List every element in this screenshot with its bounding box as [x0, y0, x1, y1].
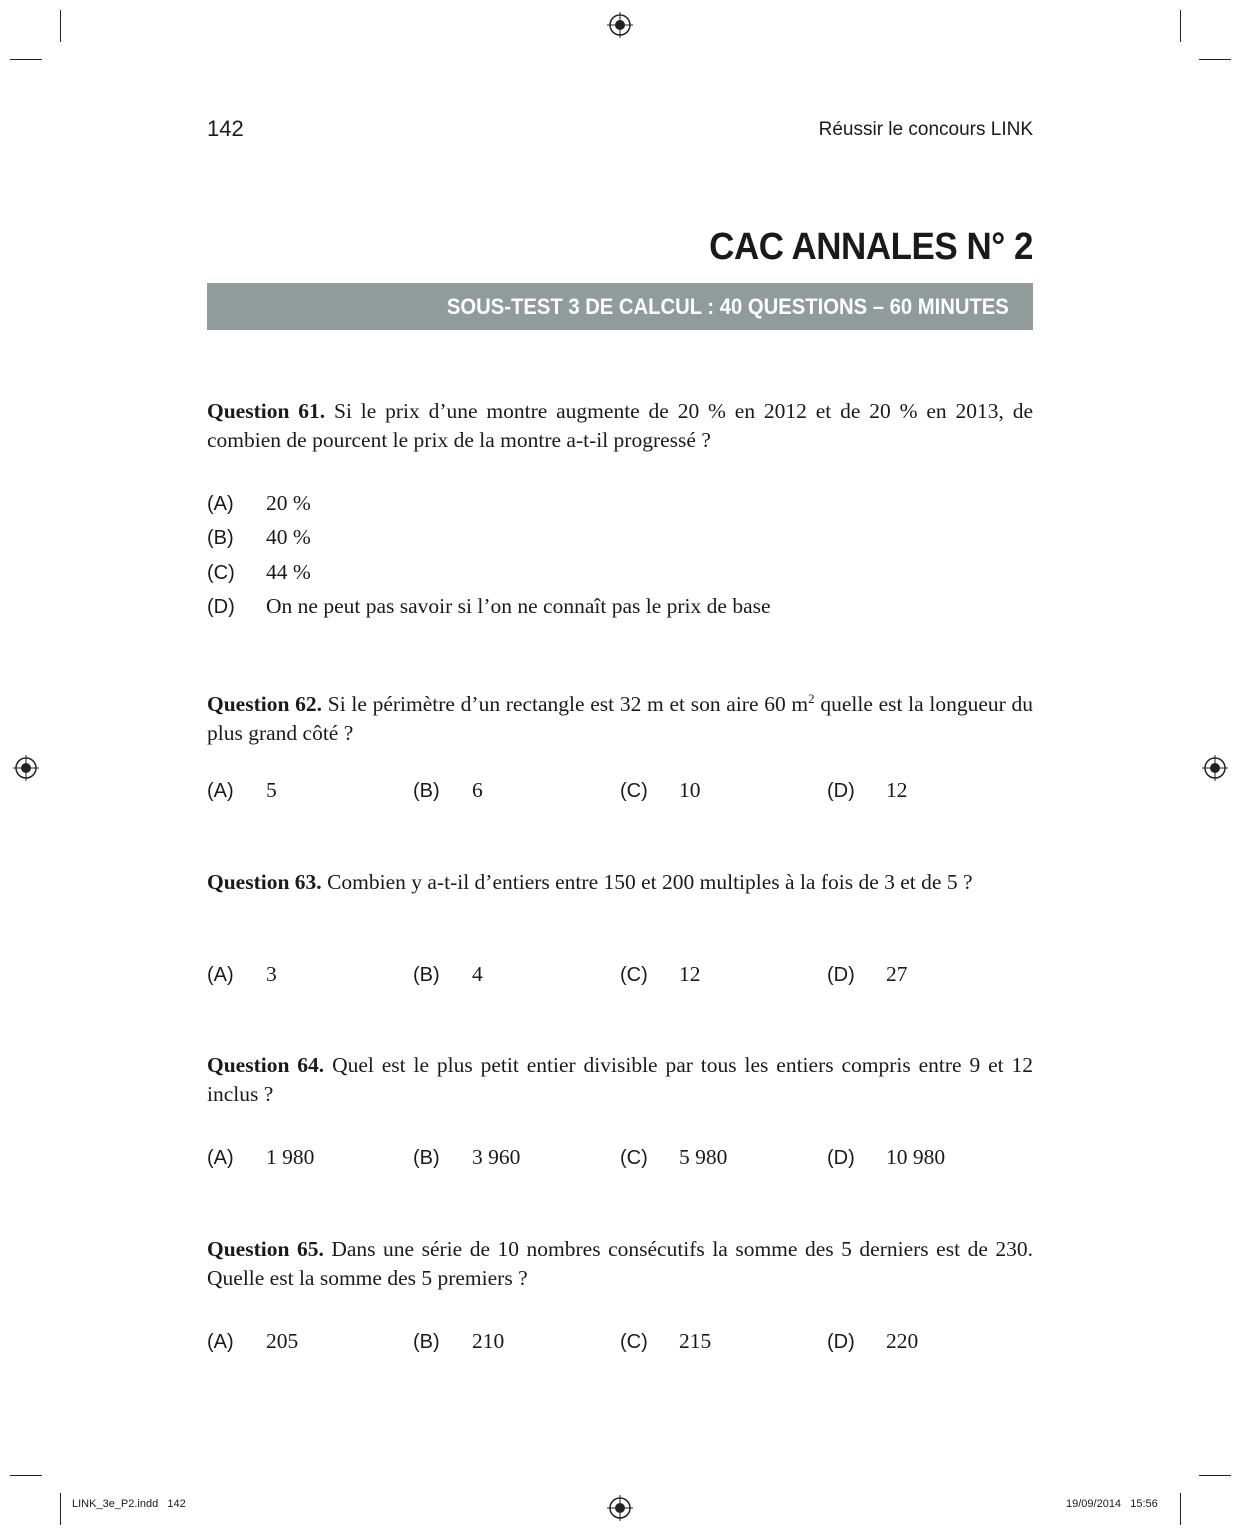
footer-datetime: 19/09/2014 15:56 [1066, 1498, 1158, 1510]
crop-mark-top-left-vertical [60, 10, 61, 42]
option-letter: (C) [620, 1331, 648, 1353]
option-d[interactable] [827, 959, 908, 990]
section-banner [207, 283, 1033, 330]
option-letter: (C) [620, 1147, 648, 1169]
question-65 [207, 1235, 1033, 1293]
question-62 [207, 684, 1033, 748]
option-value: 4 [472, 962, 483, 986]
question-text: Quel est le plus petit entier divisible par tous les entiers compris entre 9 et 12 inclus ? [207, 1053, 1033, 1106]
page-title: CAC ANNALES N° 2 [709, 226, 1033, 268]
option-a[interactable] [207, 775, 277, 806]
question-61 [207, 397, 1033, 455]
option-a[interactable] [207, 488, 311, 519]
option-value: 12 [886, 778, 908, 802]
option-value: 20 % [266, 491, 311, 515]
question-text-continued: quelle est la longueur du plus grand côté ? [207, 692, 1034, 746]
option-letter: (D) [827, 780, 855, 802]
option-value: 3 960 [472, 1145, 521, 1169]
option-value: 10 980 [886, 1145, 946, 1169]
option-value: 5 980 [679, 1145, 728, 1169]
page-number: 142 [207, 116, 244, 141]
option-value: 40 % [266, 525, 311, 549]
option-a[interactable] [207, 1326, 298, 1357]
crop-mark-top-right-vertical [1180, 10, 1181, 42]
book-title: Réussir le concours LINK [818, 119, 1033, 140]
registration-mark-icon [13, 755, 39, 781]
option-value: On ne peut pas savoir si l’on ne connaît pas le prix de base [266, 594, 771, 618]
option-value: 5 [266, 778, 277, 802]
question-label: Question 64. [207, 1053, 325, 1077]
option-value: 27 [886, 962, 908, 986]
option-a[interactable] [207, 959, 277, 990]
option-value: 12 [679, 962, 701, 986]
crop-mark-bottom-left-vertical [60, 1493, 61, 1525]
registration-mark-icon [607, 12, 633, 38]
option-letter: (B) [413, 964, 440, 986]
option-letter: (A) [207, 780, 234, 802]
option-d[interactable] [827, 1326, 918, 1357]
option-list [207, 959, 1033, 989]
option-letter: (B) [413, 1147, 440, 1169]
option-list [207, 775, 1033, 805]
option-letter: (A) [207, 964, 234, 986]
option-value: 3 [266, 962, 277, 986]
crop-mark-bottom-left-horizontal [10, 1475, 42, 1476]
option-c[interactable] [207, 557, 311, 588]
question-64 [207, 1051, 1033, 1109]
option-c[interactable] [620, 1326, 711, 1357]
option-letter: (C) [620, 780, 648, 802]
registration-mark-icon [607, 1495, 633, 1521]
option-letter: (D) [827, 964, 855, 986]
option-value: 205 [266, 1329, 299, 1353]
option-letter: (B) [207, 527, 234, 549]
option-c[interactable] [620, 775, 701, 806]
option-c[interactable] [620, 1142, 727, 1173]
superscript: 2 [808, 691, 815, 706]
question-label: Question 61. [207, 399, 326, 423]
crop-mark-bottom-right-vertical [1180, 1493, 1181, 1525]
option-value: 44 % [266, 560, 311, 584]
option-value: 220 [886, 1329, 919, 1353]
question-label: Question 62. [207, 692, 323, 717]
question-63 [207, 868, 1033, 897]
option-list [207, 591, 1033, 621]
question-label: Question 65. [207, 1237, 324, 1261]
option-d[interactable] [827, 775, 908, 806]
option-list [207, 557, 1033, 587]
option-d[interactable] [827, 1142, 945, 1173]
option-list [207, 1142, 1033, 1172]
question-text: Si le périmètre d’un rectangle est 32 m et son aire 60 m [327, 692, 809, 717]
option-letter: (D) [827, 1331, 855, 1353]
question-label: Question 63. [207, 870, 322, 894]
crop-mark-top-left-horizontal [10, 59, 42, 60]
question-text: Dans une série de 10 nombres consécutifs la somme des 5 derniers est de 230. Quelle est la somme des 5 premiers ? [207, 1237, 1033, 1290]
option-b[interactable] [413, 1326, 504, 1357]
option-letter: (A) [207, 493, 234, 515]
option-d[interactable] [207, 591, 771, 622]
option-a[interactable] [207, 1142, 314, 1173]
option-value: 10 [679, 778, 701, 802]
registration-mark-icon [1202, 755, 1228, 781]
option-b[interactable] [413, 1142, 520, 1173]
option-letter: (C) [207, 562, 235, 584]
option-list [207, 488, 1033, 518]
question-text: Combien y a-t-il d’entiers entre 150 et 200 multiples à la fois de 3 et de 5 ? [327, 870, 973, 894]
option-c[interactable] [620, 959, 701, 990]
option-value: 1 980 [266, 1145, 315, 1169]
option-letter: (D) [207, 596, 235, 618]
crop-mark-top-right-horizontal [1199, 59, 1231, 60]
footer-file-info: LINK_3e_P2.indd 142 [72, 1498, 186, 1510]
option-b[interactable] [413, 959, 483, 990]
option-value: 6 [472, 778, 483, 802]
crop-mark-bottom-right-horizontal [1199, 1475, 1231, 1476]
option-value: 215 [679, 1329, 712, 1353]
option-list [207, 1326, 1033, 1356]
option-letter: (D) [827, 1147, 855, 1169]
option-b[interactable] [207, 522, 311, 553]
option-value: 210 [472, 1329, 505, 1353]
option-letter: (B) [413, 780, 440, 802]
option-letter: (A) [207, 1331, 234, 1353]
option-b[interactable] [413, 775, 483, 806]
option-list [207, 522, 1033, 552]
section-banner-text: SOUS-TEST 3 DE CALCUL : 40 QUESTIONS – 60 MINUTES [447, 294, 1009, 319]
question-text: Si le prix d’une montre augmente de 20 % en 2012 et de 20 % en 2013, de combien de pourcent le prix de la montre a-t-il progressé ? [207, 399, 1033, 452]
option-letter: (C) [620, 964, 648, 986]
option-letter: (A) [207, 1147, 234, 1169]
option-letter: (B) [413, 1331, 440, 1353]
